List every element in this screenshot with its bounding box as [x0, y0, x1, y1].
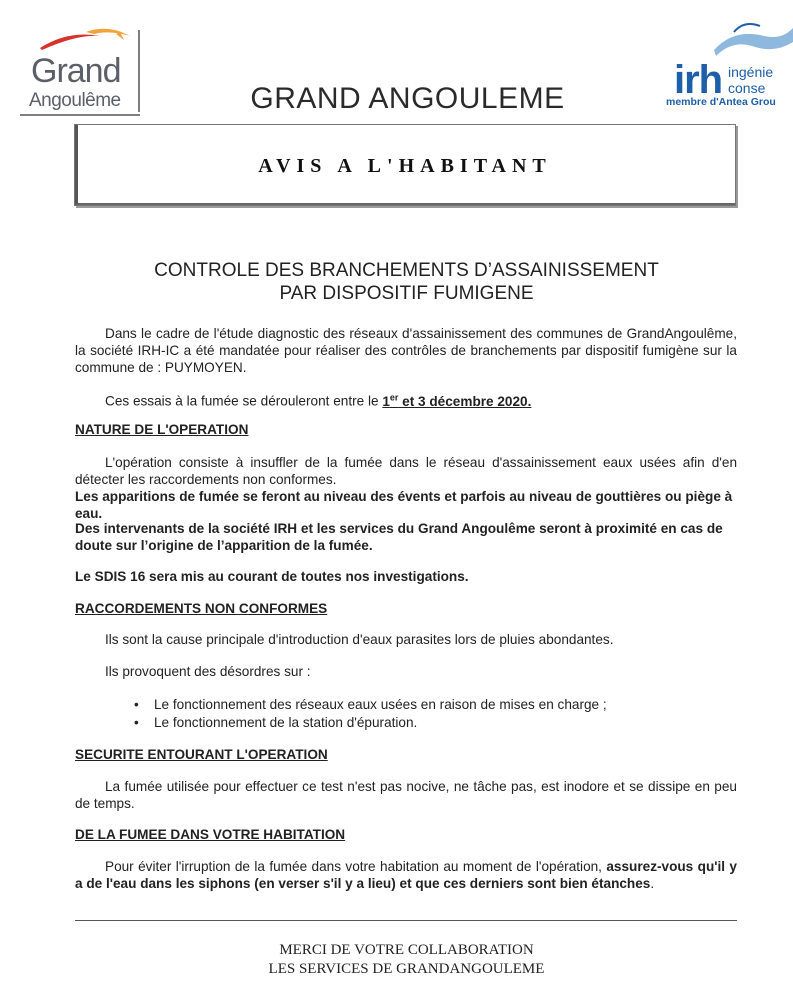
raccordements-text-1: Ils sont la cause principale d'introduction d'eaux parasites lors de pluies abondantes.: [105, 632, 614, 647]
intro-paragraph: Dans le cadre de l'étude diagnostic des réseaux d'assainissement des communes de GrandAngoulême, la société IRH-IC a été mandatée pour réaliser des contrôles de branchements par dispositif fumigène sur la commune de : PUYMOYEN.: [75, 326, 737, 375]
habitation-text-normal: Pour éviter l'irruption de la fumée dans votre habitation au moment de l'opération,: [105, 859, 607, 874]
habitation-text: [75, 858, 737, 892]
notice-box: [74, 124, 736, 206]
irh-logo-text: irh: [674, 58, 723, 102]
dates-prefix: Ces essais à la fumée se dérouleront entre le: [105, 393, 383, 409]
footer-line-1: MERCI DE VOTRE COLLABORATION: [279, 942, 534, 958]
habitation-text-bold: assurez-vous qu'il y a de l'eau dans les siphons (en verser s'il y a lieu) et que ces derniers sont bien étanches: [75, 859, 737, 891]
dates-bold: [382, 394, 531, 409]
heading-nature: NATURE DE L'OPERATION: [75, 422, 249, 437]
dates-paragraph: [75, 389, 737, 410]
heading-raccordements: RACCORDEMENTS NON CONFORMES: [75, 601, 328, 616]
dates-sup: er: [389, 392, 399, 402]
bullet-icon: •: [134, 715, 139, 730]
securite-text: La fumée utilisée pour effectuer ce test n'est pas nocive, ne tâche pas, est inodore et se dissipe en peu de temps.: [75, 779, 737, 811]
dates-day: 1: [382, 393, 390, 409]
logo-swoosh-icon: [38, 26, 138, 54]
irh-logo-tagline: membre d'Antea Grou: [666, 96, 776, 108]
page-title: GRAND ANGOULEME: [250, 82, 565, 115]
bullet-icon: •: [134, 697, 139, 712]
nature-text-2: Les apparitions de fumée se feront au niveau des évents et parfois au niveau de gouttières ou piège à eau.: [75, 489, 733, 521]
notice-title: AVIS A L'HABITANT: [258, 155, 552, 177]
heading-securite: SECURITE ENTOURANT L'OPERATION: [75, 747, 328, 762]
logo-word-grand: Grand: [31, 52, 121, 90]
logo-word-angouleme: Angoulême: [29, 90, 121, 111]
footer-line-2: LES SERVICES DE GRANDANGOULEME: [268, 961, 545, 977]
list-item-text: Le fonctionnement des réseaux eaux usées en raison de mises en charge ;: [154, 697, 607, 712]
nature-text-1: L'opération consiste à insuffler de la fumée dans le réseau d'assainissement eaux usées afin d'en détecter les raccordements non conformes.: [75, 455, 737, 487]
habitation-text-end: .: [650, 876, 655, 891]
dates-rest: et 3 décembre 2020.: [398, 393, 532, 409]
nature-text-4: Le SDIS 16 sera mis au courant de toutes nos investigations.: [75, 569, 469, 584]
list-item-text: Le fonctionnement de la station d'épuration.: [154, 715, 418, 730]
nature-text-3: Des intervenants de la société IRH et les services du Grand Angoulême seront à proximité en cas de doute sur l’origine de l’apparition de la fumée.: [75, 521, 723, 553]
subtitle-line-1: CONTROLE DES BRANCHEMENTS D’ASSAINISSEMENT: [154, 260, 659, 281]
subtitle-line-2: PAR DISPOSITIF FUMIGENE: [279, 283, 534, 304]
heading-habitation: DE LA FUMEE DANS VOTRE HABITATION: [75, 827, 346, 842]
raccordements-text-2: Ils provoquent des désordres sur :: [105, 664, 311, 679]
irh-logo-subtext-1: ingénie: [728, 64, 774, 80]
irh-logo-subtext-2: conse: [728, 80, 766, 96]
document-subtitle: [0, 259, 793, 305]
divider: [75, 920, 737, 921]
